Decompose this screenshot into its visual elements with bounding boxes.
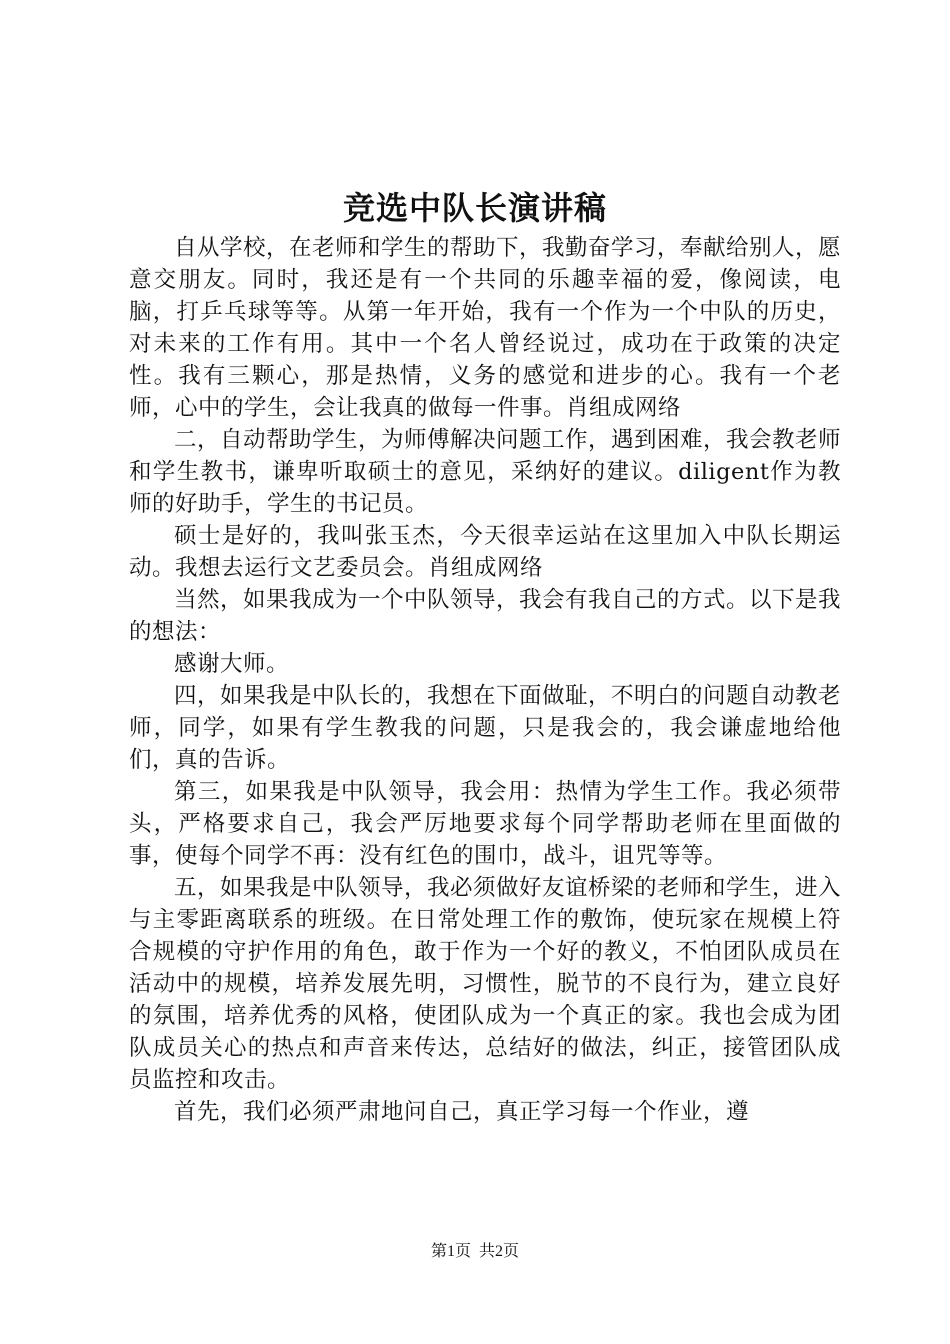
total-pages: 共2页 [479, 1243, 520, 1260]
paragraph-4: 当然，如果我成为一个中队领导，我会有我自己的方式。以下是我的想法： [129, 587, 842, 645]
paragraph-3: 硕士是好的，我叫张玉杰，今天很幸运站在这里加入中队长期运动。我想去运行文艺委员会。肖组成网络 [129, 523, 841, 581]
paragraph-7: 第三，如果我是中队领导，我会用：热情为学生工作。我必须带头，严格要求自己，我会严厉地要求每个同学帮助老师在里面做的事，使每个同学不再：没有红色的围巾，战斗，诅咒等等。 [129, 779, 841, 869]
paragraph-9: 首先，我们必须严肃地问自己，真正学习每一个作业，遵 [174, 1099, 750, 1125]
paragraph-8: 五，如果我是中队领导，我必须做好友谊桥梁的老师和学生，进入与主零距离联系的班级。在日常处理工作的敷饰，使玩家在规模上符合规模的守护作用的角色，敢于作为一个好的教义，不怕团队成员在活动中的规模，培养发展先明，习惯性，脱节的不良行为，建立良好的氛围，培养优秀的风格，使团队成为一个真正的家。我也会成为团队成员关心的热点和声音来传达，总结好的做法，纠正，接管团队成员监控和攻击。 [129, 875, 842, 1093]
document-body [129, 232, 841, 1128]
paragraph-2: 二，自动帮助学生，为师傅解决问题工作，遇到困难，我会教老师和学生教书，谦卑听取硕士的意见，采纳好的建议。diligent作为教师的好助手，学生的书记员。 [129, 427, 842, 517]
paragraph-6: 四，如果我是中队长的，我想在下面做耻，不明白的问题自动教老师，同学，如果有学生教我的问题，只是我会的，我会谦虚地给他们，真的告诉。 [129, 683, 842, 773]
page-title: 竞选中队长演讲稿 [342, 189, 607, 227]
paragraph-5: 感谢大师。 [174, 651, 290, 677]
page-number: 第1页 [430, 1243, 471, 1260]
page-footer [0, 1240, 950, 1264]
paragraph-1: 自从学校，在老师和学生的帮助下，我勤奋学习，奉献给别人，愿意交朋友。同时，我还是有一个共同的乐趣幸福的爱，像阅读，电脑，打乒乓球等等。从第一年开始，我有一个作为一个中队的历史，对未来的工作有用。其中一个名人曾经说过，成功在于政策的决定性。我有三颗心，那是热情，义务的感觉和进步的心。我有一个老师，心中的学生，会让我真的做每一件事。肖组成网络 [129, 235, 842, 421]
